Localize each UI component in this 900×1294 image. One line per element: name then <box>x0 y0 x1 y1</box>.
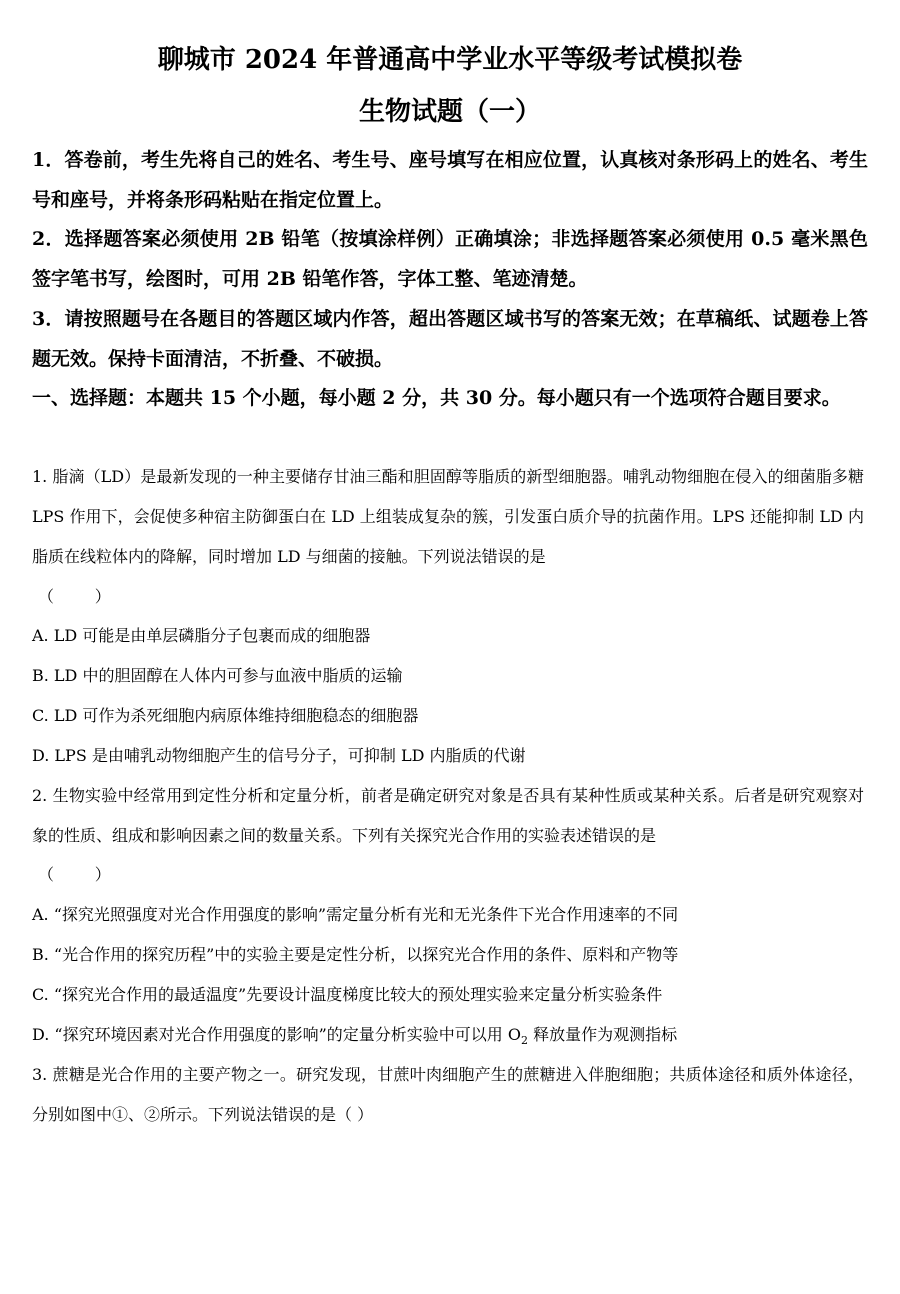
question-1-option-a: A. LD 可能是由单层磷脂分子包裹而成的细胞器 <box>32 626 371 645</box>
section-heading: 一、选择题：本题共 15 个小题，每小题 2 分，共 30 分。每小题只有一个选项符合题目要求。 <box>32 387 841 409</box>
exam-subtitle: 生物试题（一） <box>358 97 541 127</box>
option-d-text: D. “探究环境因素对光合作用强度的影响”的定量分析实验中可以用 O <box>32 1025 521 1044</box>
notice-item-3: 3．请按照题号在各题目的答题区域内作答，超出答题区域书写的答案无效；在草稿纸、试题卷上答题无效。保持卡面清洁，不折叠、不破损。 <box>32 308 868 370</box>
question-2-stem: 2. 生物实验中经常用到定性分析和定量分析，前者是确定研究对象是否具有某种性质或某种关系。后者是研究观察对象的性质、组成和影响因素之间的数量关系。下列有关探究光合作用的实验表述错误的是 <box>32 786 864 845</box>
question-2-option-c: C. “探究光合作用的最适温度”先要设计温度梯度比较大的预处理实验来定量分析实验条件 <box>32 985 663 1004</box>
exam-title: 聊城市 2024 年普通高中学业水平等级考试模拟卷 <box>157 45 743 75</box>
question-1-option-c: C. LD 可作为杀死细胞内病原体维持细胞稳态的细胞器 <box>32 706 419 725</box>
question-3-stem: 3. 蔗糖是光合作用的主要产物之一。研究发现，甘蔗叶肉细胞产生的蔗糖进入伴胞细胞；共质体途径和质外体途径，分别如图中①、②所示。下列说法错误的是（ ） <box>32 1065 864 1124</box>
question-1-option-b: B. LD 中的胆固醇在人体内可参与血液中脂质的运输 <box>32 666 403 685</box>
notice-item-2: 2．选择题答案必须使用 2B 铅笔（按填涂样例）正确填涂；非选择题答案必须使用 0.5 毫米黑色签字笔书写，绘图时，可用 2B 铅笔作答，字体工整、笔迹清楚。 <box>32 228 868 290</box>
question-2-answer-blank: （ ） <box>38 865 111 884</box>
question-2-option-a: A. “探究光照强度对光合作用强度的影响”需定量分析有光和无光条件下光合作用速率的不同 <box>32 905 679 924</box>
question-2-option-d <box>32 1015 868 1055</box>
o2-subscript: 2 <box>521 1034 528 1048</box>
question-2-option-b: B. “光合作用的探究历程”中的实验主要是定性分析，以探究光合作用的条件、原料和产物等 <box>32 945 679 964</box>
option-d-text-end: 释放量作为观测指标 <box>528 1025 678 1044</box>
question-1-stem: 1. 脂滴（LD）是最新发现的一种主要储存甘油三酯和胆固醇等脂质的新型细胞器。哺乳动物细胞在侵入的细菌脂多糖 LPS 作用下，会促使多种宿主防御蛋白在 LD 上组装成复杂的簇，引发蛋白质介导的抗菌作用。LPS 还能抑制 LD 内脂质在线粒体内的降解，同时增加 LD 与细菌的接触。下列说法错误的是 <box>32 467 864 566</box>
question-1-answer-blank: （ ） <box>38 587 111 606</box>
question-1-option-d: D. LPS 是由哺乳动物细胞产生的信号分子，可抑制 LD 内脂质的代谢 <box>32 746 526 765</box>
notice-item-1: 1．答卷前，考生先将自己的姓名、考生号、座号填写在相应位置，认真核对条形码上的姓名、考生号和座号，并将条形码粘贴在指定位置上。 <box>32 149 868 211</box>
